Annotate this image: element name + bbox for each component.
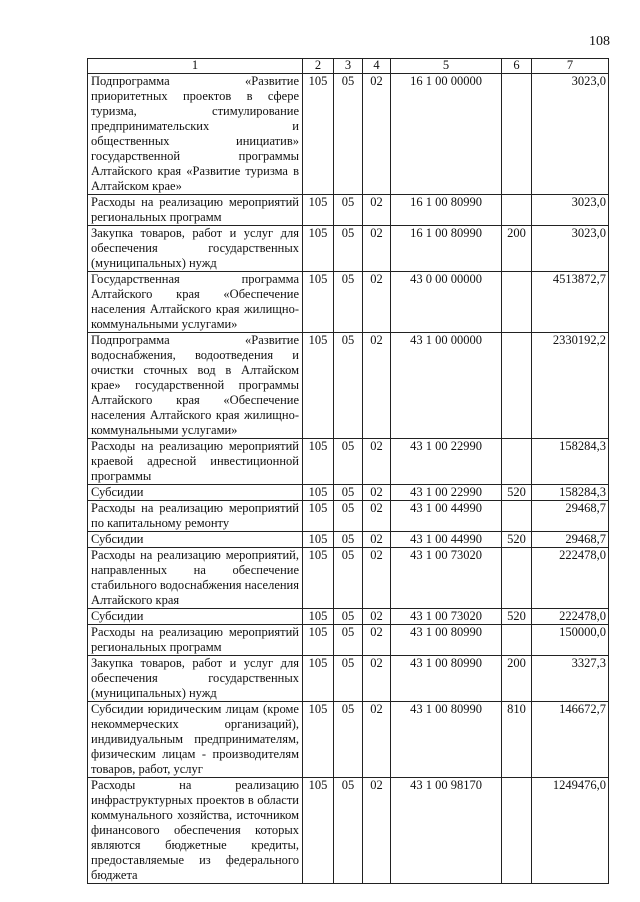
table-row xyxy=(88,272,609,333)
section-code-cell: 05 xyxy=(334,333,363,439)
target-article-code-cell: 43 1 00 73020 xyxy=(391,609,502,625)
amount-cell: 222478,0 xyxy=(532,609,609,625)
item-name-cell: Расходы на реализацию мероприятий краевой адресной инвестиционной программы xyxy=(88,439,303,485)
table-row xyxy=(88,609,609,625)
subsection-code-cell: 02 xyxy=(363,485,391,501)
expense-type-code-cell xyxy=(502,195,532,226)
section-code-cell: 05 xyxy=(334,625,363,656)
amount-cell: 1249476,0 xyxy=(532,778,609,884)
amount-cell: 3023,0 xyxy=(532,195,609,226)
subsection-code-cell: 02 xyxy=(363,74,391,195)
subsection-code-cell: 02 xyxy=(363,609,391,625)
target-article-code-cell: 43 1 00 80990 xyxy=(391,625,502,656)
target-article-code-cell: 43 1 00 22990 xyxy=(391,439,502,485)
column-header: 5 xyxy=(391,59,502,74)
subsection-code-cell: 02 xyxy=(363,501,391,532)
subsection-code-cell: 02 xyxy=(363,778,391,884)
expense-type-code-cell: 520 xyxy=(502,532,532,548)
page-number: 108 xyxy=(589,34,610,49)
section-code-cell: 05 xyxy=(334,195,363,226)
item-name-cell: Расходы на реализацию мероприятий, направленных на обеспечение стабильного водоснабжения населения Алтайского края xyxy=(88,548,303,609)
budget-table xyxy=(87,58,609,884)
table-row xyxy=(88,74,609,195)
table-row xyxy=(88,439,609,485)
target-article-code-cell: 43 1 00 73020 xyxy=(391,548,502,609)
item-name-cell: Расходы на реализацию мероприятий региональных программ xyxy=(88,625,303,656)
column-header: 6 xyxy=(502,59,532,74)
amount-cell: 3023,0 xyxy=(532,74,609,195)
subsection-code-cell: 02 xyxy=(363,625,391,656)
section-code-cell: 05 xyxy=(334,609,363,625)
section-code-cell: 05 xyxy=(334,702,363,778)
table-row xyxy=(88,625,609,656)
ministry-code-cell: 105 xyxy=(303,226,334,272)
expense-type-code-cell xyxy=(502,74,532,195)
section-code-cell: 05 xyxy=(334,272,363,333)
ministry-code-cell: 105 xyxy=(303,195,334,226)
target-article-code-cell: 16 1 00 00000 xyxy=(391,74,502,195)
amount-cell: 222478,0 xyxy=(532,548,609,609)
column-header: 3 xyxy=(334,59,363,74)
item-name-cell: Субсидии xyxy=(88,485,303,501)
amount-cell: 158284,3 xyxy=(532,439,609,485)
target-article-code-cell: 43 1 00 98170 xyxy=(391,778,502,884)
ministry-code-cell: 105 xyxy=(303,548,334,609)
column-header: 4 xyxy=(363,59,391,74)
ministry-code-cell: 105 xyxy=(303,778,334,884)
amount-cell: 29468,7 xyxy=(532,532,609,548)
expense-type-code-cell: 520 xyxy=(502,485,532,501)
amount-cell: 3023,0 xyxy=(532,226,609,272)
column-header: 7 xyxy=(532,59,609,74)
item-name-cell: Закупка товаров, работ и услуг для обеспечения государственных (муниципальных) нужд xyxy=(88,226,303,272)
expense-type-code-cell: 200 xyxy=(502,656,532,702)
table-row xyxy=(88,532,609,548)
section-code-cell: 05 xyxy=(334,226,363,272)
amount-cell: 4513872,7 xyxy=(532,272,609,333)
amount-cell: 146672,7 xyxy=(532,702,609,778)
expense-type-code-cell xyxy=(502,625,532,656)
amount-cell: 3327,3 xyxy=(532,656,609,702)
subsection-code-cell: 02 xyxy=(363,548,391,609)
item-name-cell: Субсидии xyxy=(88,609,303,625)
ministry-code-cell: 105 xyxy=(303,609,334,625)
ministry-code-cell: 105 xyxy=(303,625,334,656)
column-header: 1 xyxy=(88,59,303,74)
section-code-cell: 05 xyxy=(334,532,363,548)
item-name-cell: Расходы на реализацию мероприятий по капитальному ремонту xyxy=(88,501,303,532)
subsection-code-cell: 02 xyxy=(363,226,391,272)
table-row xyxy=(88,485,609,501)
expense-type-code-cell xyxy=(502,272,532,333)
item-name-cell: Субсидии юридическим лицам (кроме некоммерческих организаций), индивидуальным предпринимателям, физическим лицам - производителям товаров, работ, услуг xyxy=(88,702,303,778)
item-name-cell: Государственная программа Алтайского края «Обеспечение населения Алтайского края жилищно-коммунальными услугами» xyxy=(88,272,303,333)
expense-type-code-cell xyxy=(502,439,532,485)
ministry-code-cell: 105 xyxy=(303,439,334,485)
ministry-code-cell: 105 xyxy=(303,272,334,333)
target-article-code-cell: 43 1 00 80990 xyxy=(391,702,502,778)
amount-cell: 2330192,2 xyxy=(532,333,609,439)
subsection-code-cell: 02 xyxy=(363,333,391,439)
expense-type-code-cell xyxy=(502,333,532,439)
item-name-cell: Подпрограмма «Развитие приоритетных проектов в сфере туризма, стимулирование предпринимательских и общественных инициатив» государственной программы Алтайского края «Развитие туризма в Алтайском крае» xyxy=(88,74,303,195)
item-name-cell: Закупка товаров, работ и услуг для обеспечения государственных (муниципальных) нужд xyxy=(88,656,303,702)
table-row xyxy=(88,702,609,778)
target-article-code-cell: 43 1 00 22990 xyxy=(391,485,502,501)
item-name-cell: Расходы на реализацию мероприятий региональных программ xyxy=(88,195,303,226)
subsection-code-cell: 02 xyxy=(363,532,391,548)
table-row xyxy=(88,195,609,226)
ministry-code-cell: 105 xyxy=(303,532,334,548)
ministry-code-cell: 105 xyxy=(303,656,334,702)
expense-type-code-cell xyxy=(502,501,532,532)
section-code-cell: 05 xyxy=(334,548,363,609)
target-article-code-cell: 16 1 00 80990 xyxy=(391,195,502,226)
expense-type-code-cell: 200 xyxy=(502,226,532,272)
amount-cell: 29468,7 xyxy=(532,501,609,532)
target-article-code-cell: 43 1 00 80990 xyxy=(391,656,502,702)
item-name-cell: Подпрограмма «Развитие водоснабжения, водоотведения и очистки сточных вод в Алтайском крае» государственной программы Алтайского края «Обеспечение населения Алтайского края жилищно-коммунальными услугами» xyxy=(88,333,303,439)
target-article-code-cell: 16 1 00 80990 xyxy=(391,226,502,272)
ministry-code-cell: 105 xyxy=(303,74,334,195)
table-row xyxy=(88,333,609,439)
subsection-code-cell: 02 xyxy=(363,702,391,778)
section-code-cell: 05 xyxy=(334,501,363,532)
amount-cell: 150000,0 xyxy=(532,625,609,656)
section-code-cell: 05 xyxy=(334,485,363,501)
ministry-code-cell: 105 xyxy=(303,333,334,439)
target-article-code-cell: 43 1 00 44990 xyxy=(391,501,502,532)
column-number-row xyxy=(88,59,609,74)
section-code-cell: 05 xyxy=(334,778,363,884)
amount-cell: 158284,3 xyxy=(532,485,609,501)
expense-type-code-cell xyxy=(502,548,532,609)
subsection-code-cell: 02 xyxy=(363,272,391,333)
ministry-code-cell: 105 xyxy=(303,501,334,532)
ministry-code-cell: 105 xyxy=(303,485,334,501)
item-name-cell: Расходы на реализацию инфраструктурных проектов в области коммунального хозяйства, источником финансового обеспечения которых являются бюджетные кредиты, предоставляемые из федерального бюджета xyxy=(88,778,303,884)
ministry-code-cell: 105 xyxy=(303,702,334,778)
section-code-cell: 05 xyxy=(334,439,363,485)
table-row xyxy=(88,501,609,532)
target-article-code-cell: 43 1 00 00000 xyxy=(391,333,502,439)
subsection-code-cell: 02 xyxy=(363,439,391,485)
column-header: 2 xyxy=(303,59,334,74)
table-row xyxy=(88,656,609,702)
target-article-code-cell: 43 1 00 44990 xyxy=(391,532,502,548)
subsection-code-cell: 02 xyxy=(363,656,391,702)
target-article-code-cell: 43 0 00 00000 xyxy=(391,272,502,333)
expense-type-code-cell: 810 xyxy=(502,702,532,778)
expense-type-code-cell: 520 xyxy=(502,609,532,625)
section-code-cell: 05 xyxy=(334,656,363,702)
expense-type-code-cell xyxy=(502,778,532,884)
table-row xyxy=(88,548,609,609)
item-name-cell: Субсидии xyxy=(88,532,303,548)
section-code-cell: 05 xyxy=(334,74,363,195)
table-row xyxy=(88,226,609,272)
table-row xyxy=(88,778,609,884)
subsection-code-cell: 02 xyxy=(363,195,391,226)
